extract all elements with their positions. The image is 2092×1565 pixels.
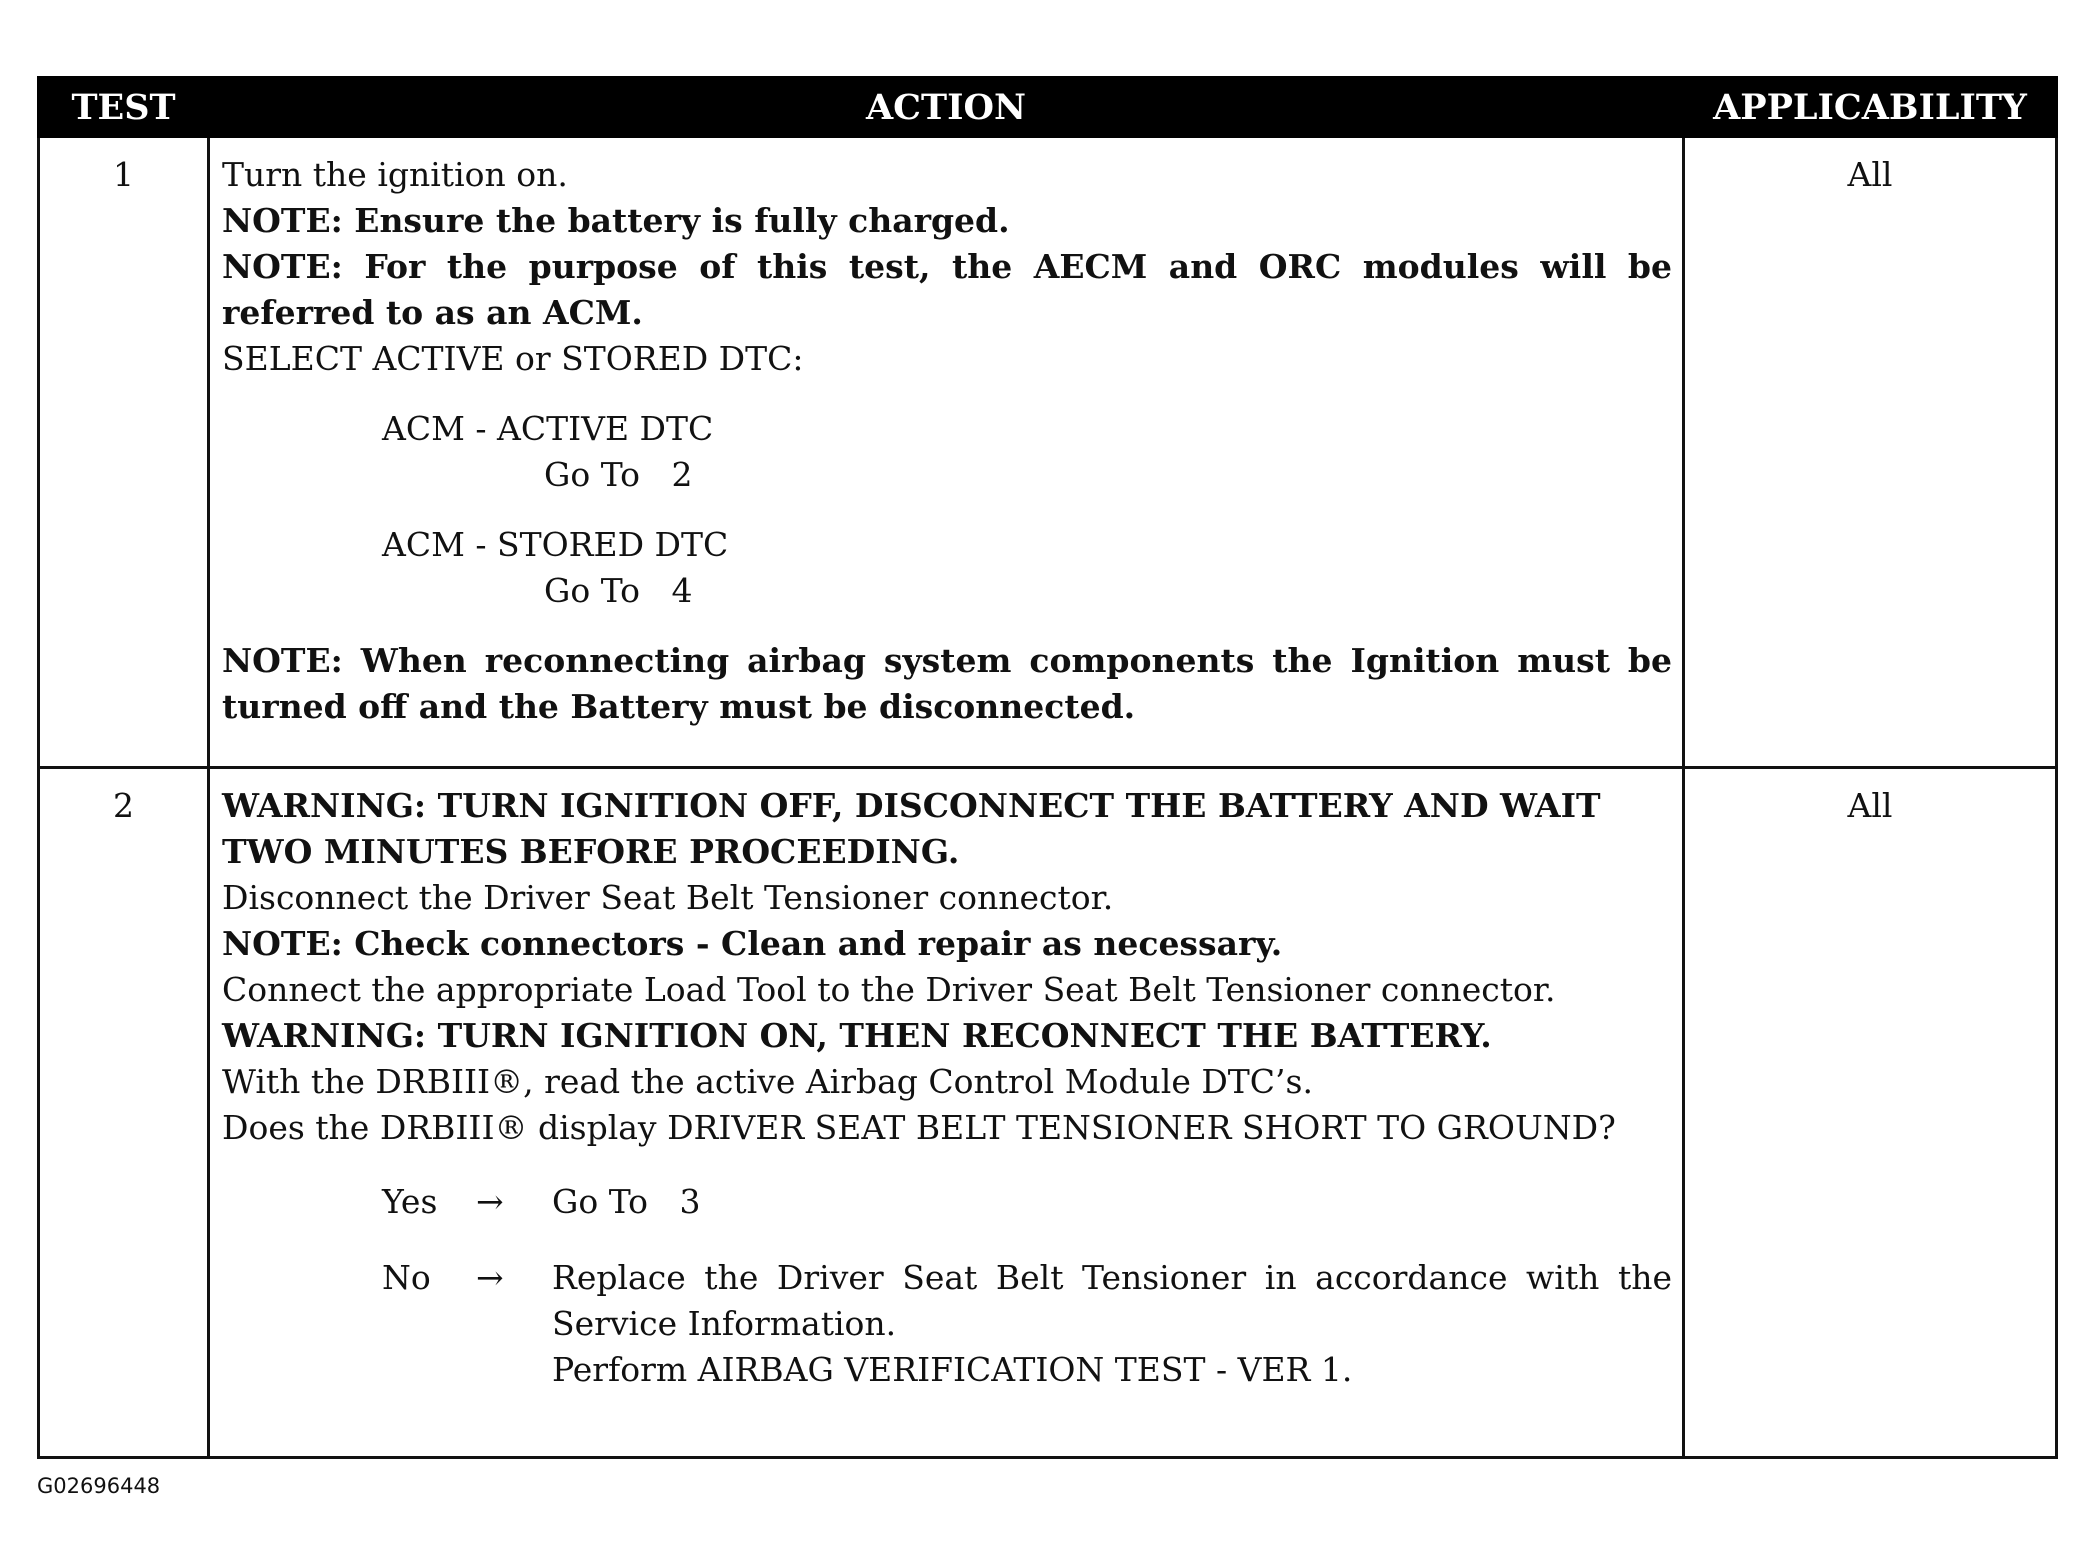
action-cell [209, 137, 1684, 768]
header-applicability: APPLICABILITY [1684, 78, 2057, 137]
header-test: TEST [39, 78, 209, 137]
right-arrow-icon: → [476, 1182, 504, 1221]
option-key: Yes [382, 1182, 438, 1221]
table-row [39, 768, 2057, 1458]
choice-label: ACM - ACTIVE DTC [382, 409, 714, 448]
header-action: ACTION [209, 78, 1684, 137]
option-text-2: Perform AIRBAG VERIFICATION TEST - VER 1. [552, 1350, 1353, 1389]
action-step: SELECT ACTIVE or STORED DTC: [222, 339, 804, 378]
answer-option [222, 1179, 1672, 1225]
answer-option [222, 1255, 1672, 1393]
option-body [552, 1179, 1672, 1225]
figure-id: G02696448 [37, 1474, 161, 1498]
action-note: NOTE: When reconnecting airbag system components the Ignition must be turned off and the Battery must be disconnected. [222, 641, 1672, 726]
test-number: 1 [39, 137, 209, 768]
action-step: Disconnect the Driver Seat Belt Tensioner connector. [222, 878, 1114, 917]
action-question: Does the DRBIII® display DRIVER SEAT BELT TENSIONER SHORT TO GROUND? [222, 1108, 1616, 1147]
action-step: Connect the appropriate Load Tool to the Driver Seat Belt Tensioner connector. [222, 970, 1556, 1009]
action-warning: WARNING: TURN IGNITION OFF, DISCONNECT THE BATTERY AND WAIT TWO MINUTES BEFORE PROCEEDING. [222, 786, 1601, 871]
action-warning: WARNING: TURN IGNITION ON, THEN RECONNECT THE BATTERY. [222, 1016, 1492, 1055]
right-arrow-icon: → [476, 1258, 504, 1297]
applicability-value: All [1684, 137, 2057, 768]
option-text: Replace the Driver Seat Belt Tensioner in accordance with the Service Information. [552, 1258, 1672, 1343]
choice-label: ACM - STORED DTC [382, 525, 729, 564]
action-note: NOTE: For the purpose of this test, the AECM and ORC modules will be referred to as an ACM. [222, 247, 1672, 332]
choice-goto: Go To 4 [544, 571, 693, 610]
test-number: 2 [39, 768, 209, 1458]
table-header-row [39, 78, 2057, 137]
dtc-choice [382, 522, 1672, 614]
action-note: NOTE: Ensure the battery is fully charged. [222, 201, 1010, 240]
option-body [552, 1255, 1672, 1393]
action-cell [209, 768, 1684, 1458]
action-note: NOTE: Check connectors - Clean and repair as necessary. [222, 924, 1283, 963]
dtc-choice [382, 406, 1672, 498]
option-text: Go To 3 [552, 1182, 701, 1221]
applicability-value: All [1684, 768, 2057, 1458]
action-step: With the DRBIII®, read the active Airbag Control Module DTC’s. [222, 1062, 1313, 1101]
option-key: No [382, 1258, 431, 1297]
table-row [39, 137, 2057, 768]
diagnostic-test-table [37, 76, 2058, 1459]
action-step: Turn the ignition on. [222, 155, 568, 194]
choice-goto: Go To 2 [544, 455, 693, 494]
